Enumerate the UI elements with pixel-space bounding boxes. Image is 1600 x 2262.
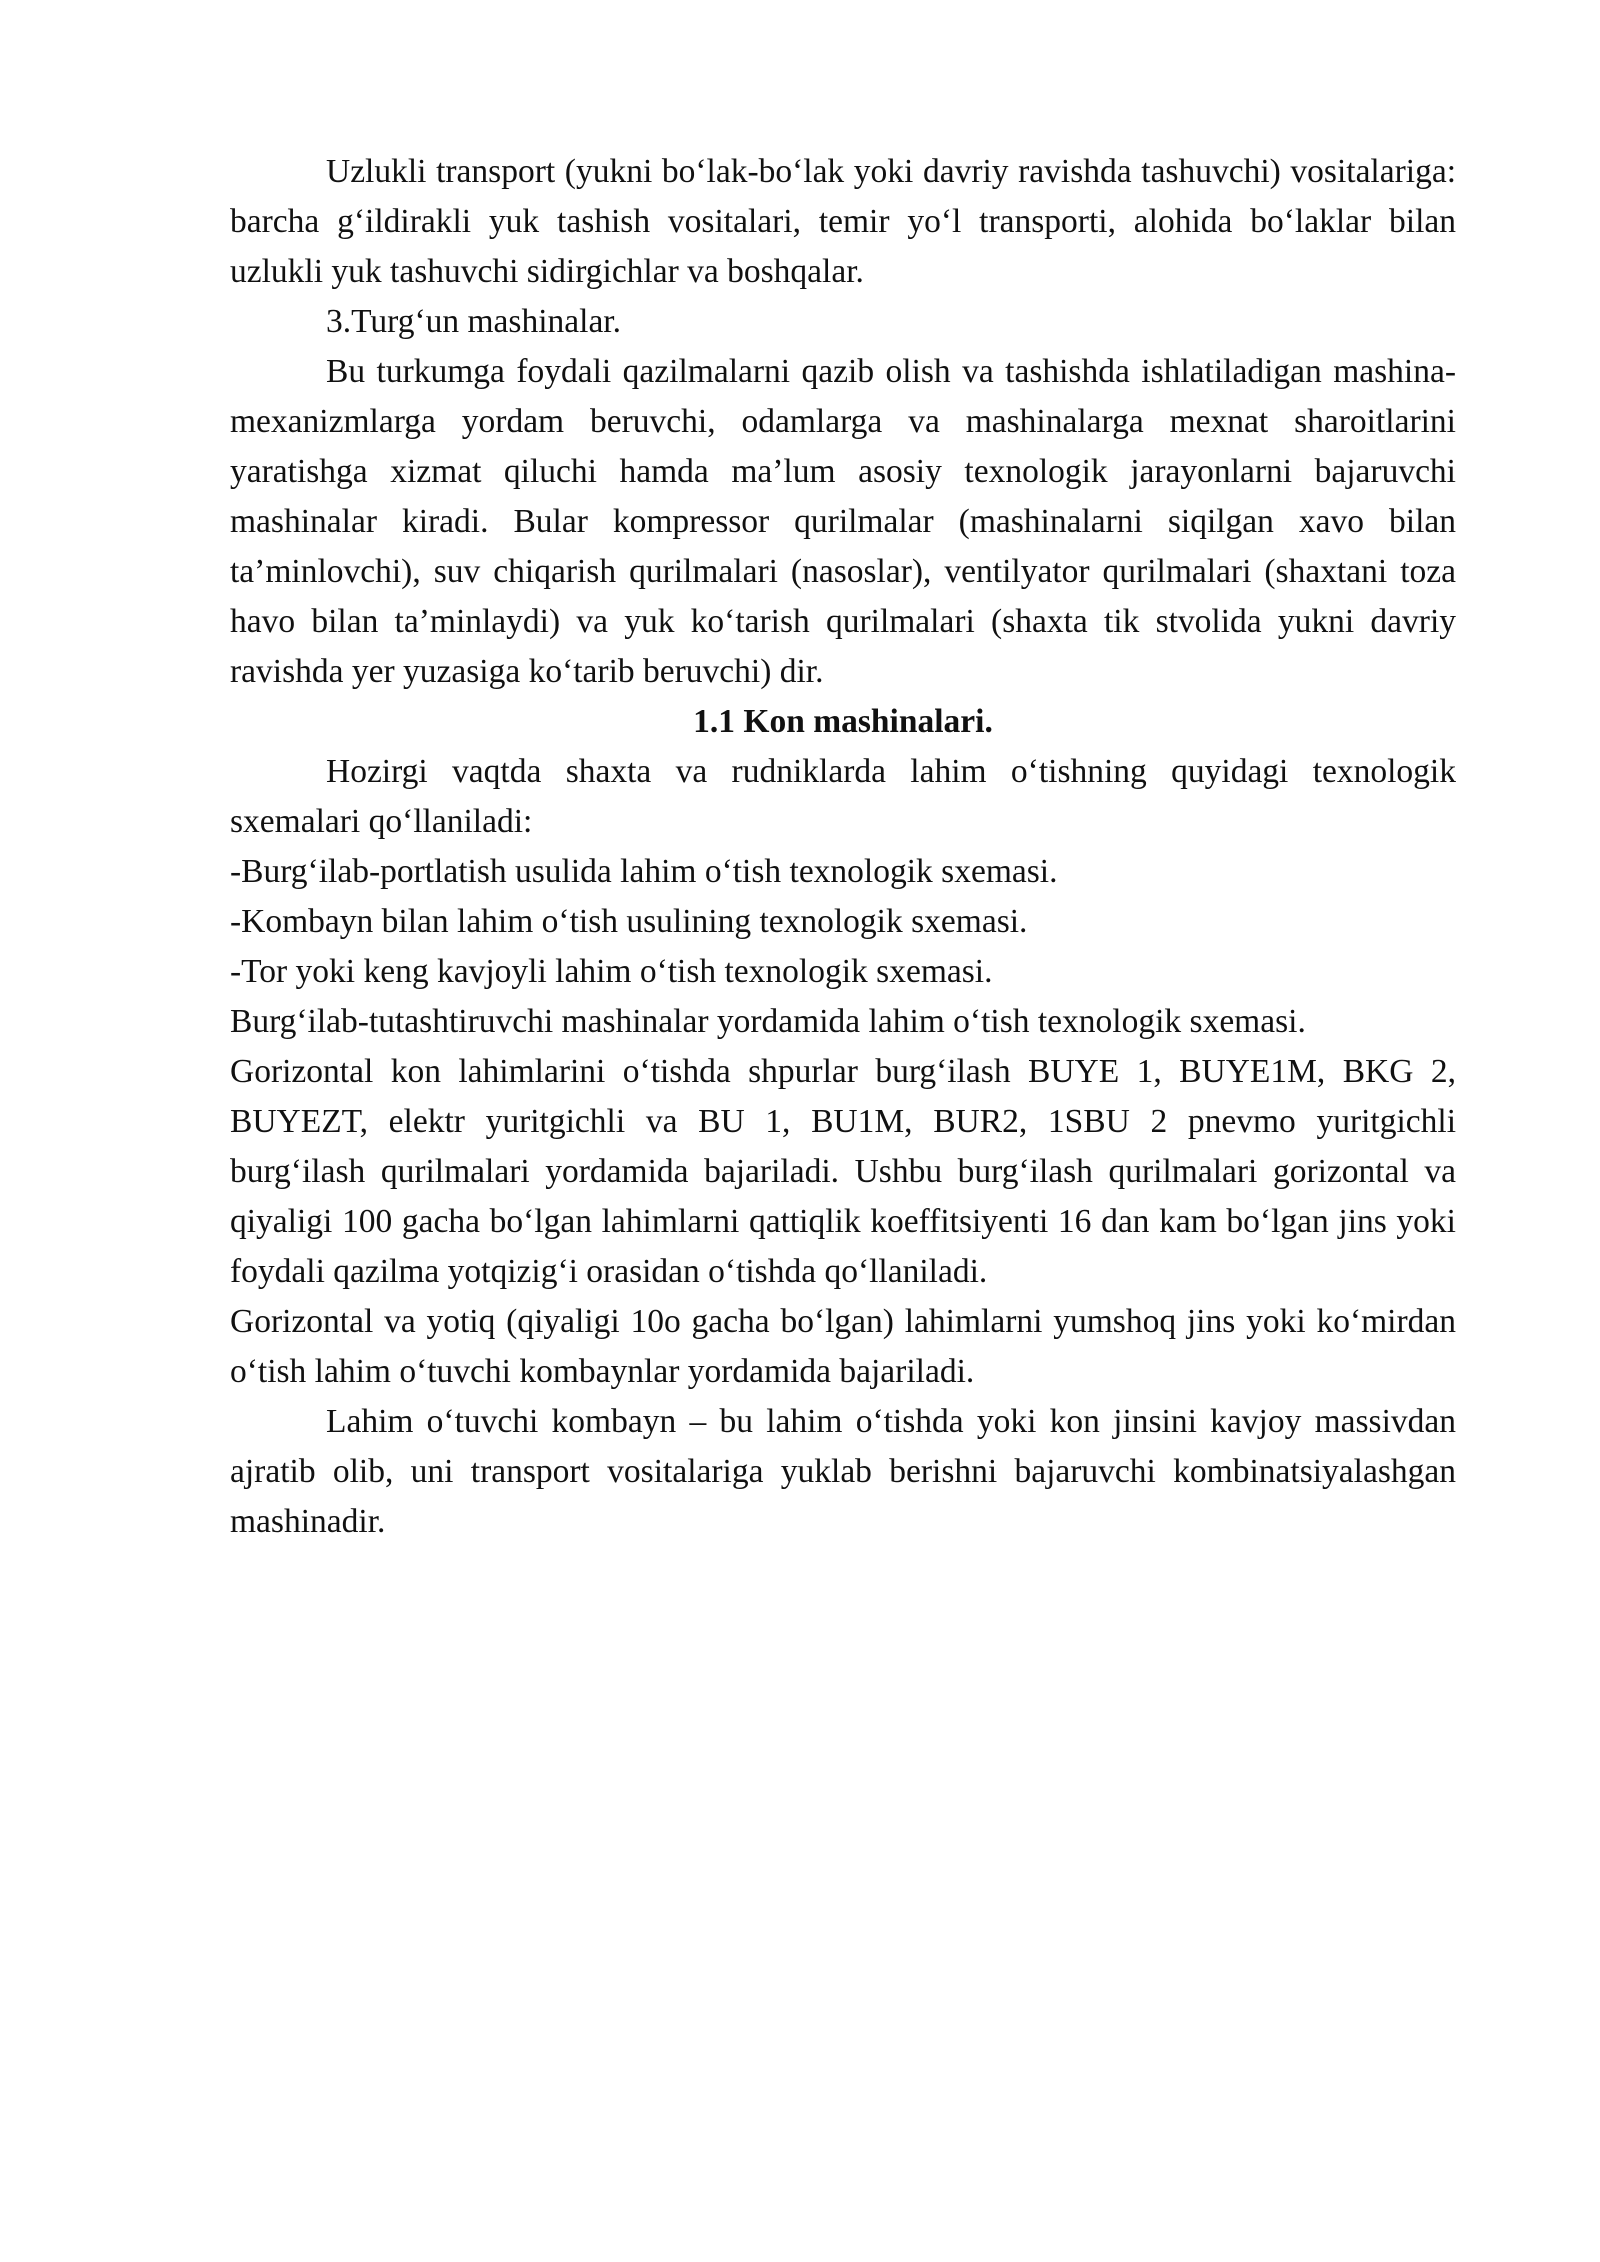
paragraph-discontinuous-transport: Uzlukli transport (yukni bo‘lak-bo‘lak yoki davriy ravishda tashuvchi) vositalariga: barcha g‘ildirakli yuk tashish vositalari, temir yo‘l transporti, alohida bo‘laklar bilan uzlukli yuk tashuvchi sidirgichlar va boshqalar. — [230, 153, 1456, 290]
list-item: -Tor yoki keng kavjoyli lahim o‘tish texnologik sxemasi. — [230, 953, 993, 990]
document-page — [230, 147, 1456, 1547]
paragraph-combine-definition: Lahim o‘tuvchi kombayn – bu lahim o‘tishda yoki kon jinsini kavjoy massivdan ajratib olib, uni transport vositalariga yuklab berishni bajaruvchi kombinatsiyalashgan mashinadir. — [230, 1403, 1456, 1540]
paragraph-drilling-scheme: Burg‘ilab-tutashtiruvchi mashinalar yordamida lahim o‘tish texnologik sxemasi. — [230, 1003, 1306, 1040]
paragraph-stationary-machines-title: 3.Turg‘un mashinalar. — [326, 303, 621, 340]
paragraph-drilling-rigs: Gorizontal kon lahimlarini o‘tishda shpurlar burg‘ilash BUYE 1, BUYE1M, BKG 2, BUYEZT, elektr yuritgichli va BU 1, BU1M, BUR2, 1SBU 2 pnevmo yuritgichli burg‘ilash qurilmalari yordamida bajariladi. Ushbu burg‘ilash qurilmalari gorizontal va qiyaligi 100 gacha bo‘lgan lahimlarni qattiqlik koeffitsiyenti 16 dan kam bo‘lgan jins yoki foydali qazilma yotqizig‘i orasidan o‘tishda qo‘llaniladi. — [230, 1053, 1456, 1290]
section-heading: 1.1 Kon mashinalari. — [693, 703, 993, 740]
paragraph-stationary-machines-description: Bu turkumga foydali qazilmalarni qazib olish va tashishda ishlatiladigan mashina-mexanizmlarga yordam beruvchi, odamlarga va mashinalarga mexnat sharoitlarini yaratishga xizmat qiluchi hamda ma’lum asosiy texnologik jarayonlarni bajaruvchi mashinalar kiradi. Bular kompressor qurilmalar (mashinalarni siqilgan xavo bilan ta’minlovchi), suv chiqarish qurilmalari (nasoslar), ventilyator qurilmalari (shaxtani toza havo bilan ta’minlaydi) va yuk ko‘tarish qurilmalari (shaxta tik stvolida yukni davriy ravishda yer yuzasiga ko‘tarib beruvchi) dir. — [230, 353, 1456, 690]
paragraph-combines: Gorizontal va yotiq (qiyaligi 10o gacha bo‘lgan) lahimlarni yumshoq jins yoki ko‘mirdan o‘tish lahim o‘tuvchi kombaynlar yordamida bajariladi. — [230, 1303, 1456, 1390]
section-intro-paragraph: Hozirgi vaqtda shaxta va rudniklarda lahim o‘tishning quyidagi texnologik sxemalari qo‘llaniladi: — [230, 753, 1456, 840]
list-item: -Burg‘ilab-portlatish usulida lahim o‘tish texnologik sxemasi. — [230, 853, 1058, 890]
list-item: -Kombayn bilan lahim o‘tish usulining texnologik sxemasi. — [230, 903, 1028, 940]
